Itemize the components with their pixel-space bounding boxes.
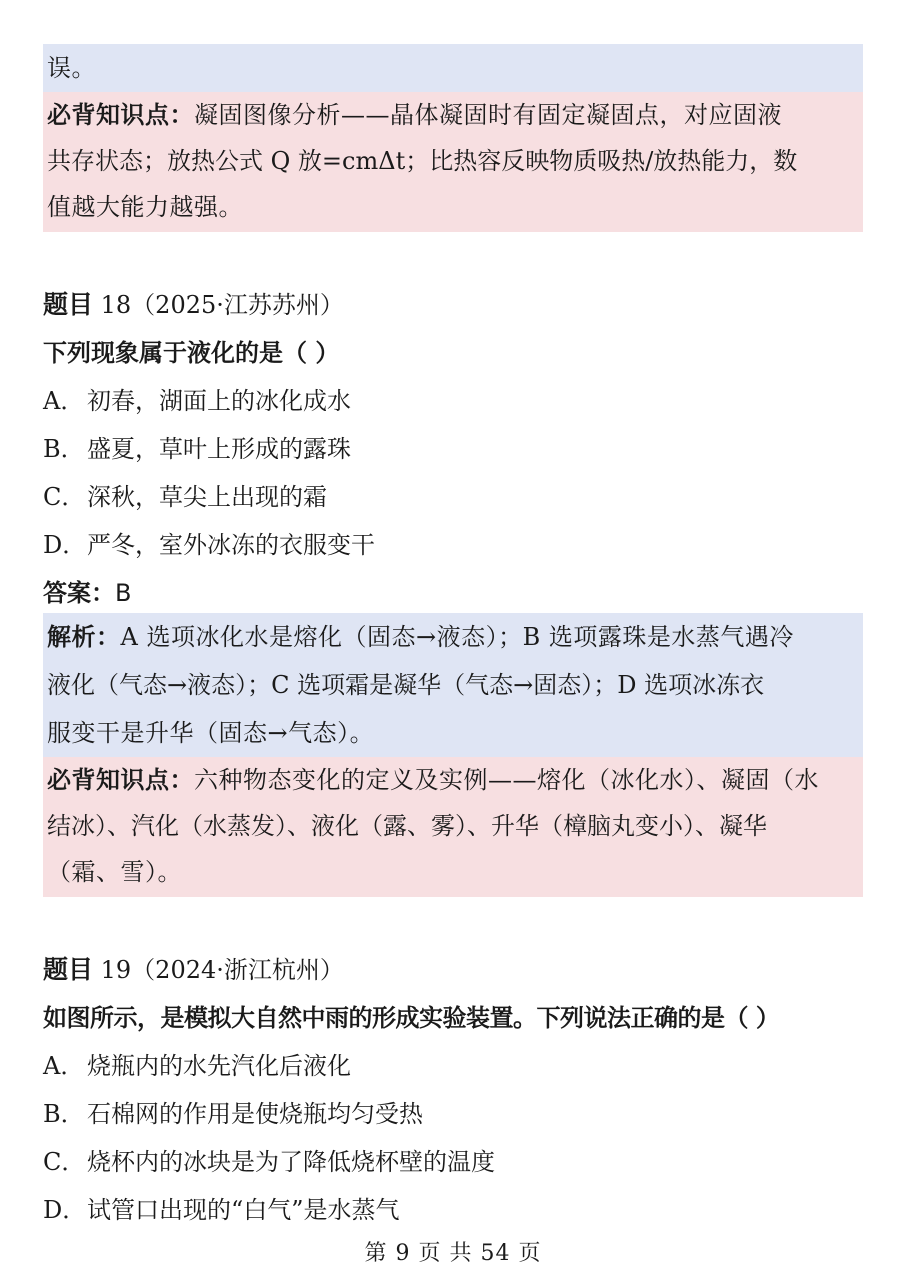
option-text: 试管口出现的“白气”是水蒸气 xyxy=(87,1196,400,1224)
prev-knowledge-line-2: 共存状态；放热公式 Q 放=cmΔt；比热容反映物质吸热/放热能力，数 xyxy=(47,147,798,175)
question-19-option-b xyxy=(43,1090,883,1138)
option-letter: D． xyxy=(43,1196,87,1224)
prev-knowledge-text-1: 凝固图像分析——晶体凝固时有固定凝固点，对应固液 xyxy=(194,101,782,129)
question-19-option-c xyxy=(43,1138,883,1186)
answer-value: B xyxy=(115,579,132,607)
option-text: 严冬，室外冰冻的衣服变干 xyxy=(87,531,375,559)
question-19-header xyxy=(43,946,883,994)
option-text: 烧杯内的冰块是为了降低烧杯壁的温度 xyxy=(87,1148,495,1176)
question-18-knowledge-box xyxy=(43,757,863,897)
question-19 xyxy=(43,946,883,1234)
prev-knowledge-line-1 xyxy=(47,92,859,138)
option-letter: C． xyxy=(43,483,86,511)
question-18-option-c xyxy=(43,473,883,521)
analysis-line-3: 服变干是升华（固态→气态）。 xyxy=(47,719,375,747)
analysis-line-1 xyxy=(47,613,859,661)
prev-knowledge-box xyxy=(43,92,863,232)
question-18-answer xyxy=(43,569,883,617)
option-letter: C． xyxy=(43,1148,86,1176)
page-footer: 第 9 页 共 54 页 xyxy=(364,1241,542,1266)
question-19-option-a xyxy=(43,1042,883,1090)
analysis-text-1: A 选项冰化水是熔化（固态→液态）；B 选项露珠是水蒸气遇冷 xyxy=(120,623,794,651)
answer-label: 答案： xyxy=(43,579,115,607)
question-19-option-d xyxy=(43,1186,883,1234)
question-18-option-a xyxy=(43,377,883,425)
question-18-header xyxy=(43,281,883,329)
question-18-source: 18（2025·江苏苏州） xyxy=(93,291,344,319)
knowledge-line-1 xyxy=(47,757,859,803)
prev-knowledge-label: 必背知识点： xyxy=(47,101,194,129)
prev-knowledge-line-3: 值越大能力越强。 xyxy=(47,193,243,221)
knowledge-label: 必背知识点： xyxy=(47,766,194,794)
option-letter: A． xyxy=(43,387,85,415)
question-18-option-b xyxy=(43,425,883,473)
question-19-label: 题目 xyxy=(43,955,94,984)
question-19-source: 19（2024·浙江杭州） xyxy=(93,956,344,984)
question-18 xyxy=(43,281,883,617)
knowledge-text-1: 六种物态变化的定义及实例——熔化（冰化水）、凝固（水 xyxy=(194,766,819,794)
option-text: 烧瓶内的水先汽化后液化 xyxy=(87,1052,351,1080)
option-text: 盛夏，草叶上形成的露珠 xyxy=(87,435,351,463)
knowledge-line-2: 结冰）、汽化（水蒸发）、液化（露、雾）、升华（樟脑丸变小）、凝华 xyxy=(47,812,767,840)
prev-analysis-tail: 误。 xyxy=(47,54,96,82)
knowledge-line-3: （霜、雪）。 xyxy=(47,858,182,886)
option-letter: B． xyxy=(43,435,85,463)
question-18-analysis-box xyxy=(43,613,863,757)
question-18-label: 题目 xyxy=(43,290,94,319)
analysis-line-2: 液化（气态→液态）；C 选项霜是凝华（气态→固态）；D 选项冰冻衣 xyxy=(47,671,765,699)
option-text: 初春，湖面上的冰化成水 xyxy=(87,387,351,415)
option-letter: A． xyxy=(43,1052,85,1080)
prev-analysis-box xyxy=(43,44,863,92)
option-text: 深秋，草尖上出现的霜 xyxy=(87,483,327,511)
question-19-stem: 如图所示，是模拟大自然中雨的形成实验装置。下列说法正确的是（ ） xyxy=(43,1003,780,1032)
analysis-label: 解析： xyxy=(47,623,121,651)
question-18-option-d xyxy=(43,521,883,569)
question-18-stem: 下列现象属于液化的是（ ） xyxy=(43,338,340,367)
option-letter: B． xyxy=(43,1100,85,1128)
option-letter: D． xyxy=(43,531,87,559)
option-text: 石棉网的作用是使烧瓶均匀受热 xyxy=(87,1100,423,1128)
